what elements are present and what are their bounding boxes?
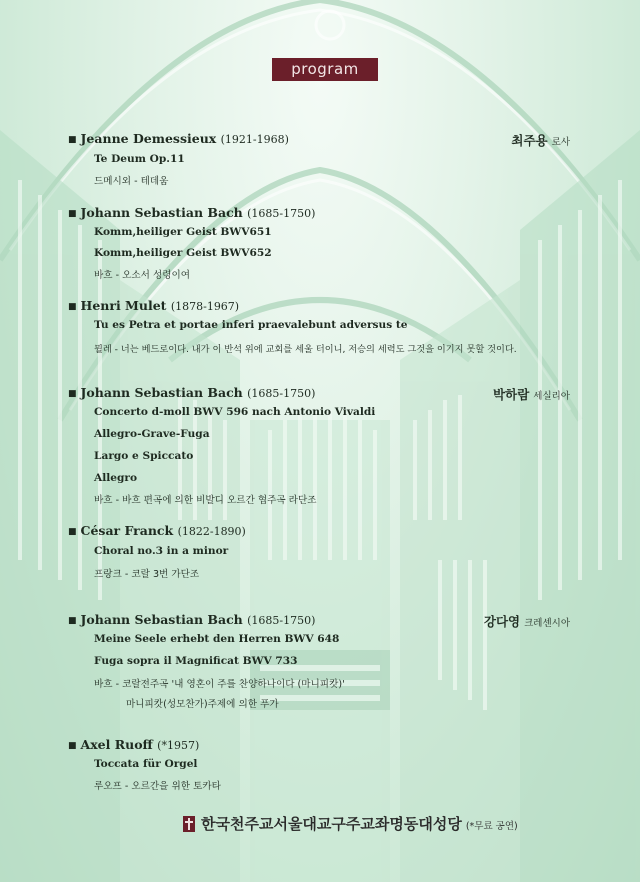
performer-role: 세실리아: [533, 391, 570, 402]
composer-dates: (1685-1750): [247, 207, 316, 220]
work-title: Komm,heiliger Geist BWV651: [94, 226, 272, 238]
korean-title: 바흐 - 오소서 성령이여: [94, 270, 191, 281]
composer-name: Henri Mulet: [80, 298, 167, 313]
composer-dates: (1685-1750): [247, 387, 316, 400]
work-title: Meine Seele erhebt den Herren BWV 648: [94, 633, 340, 645]
composer-heading: [68, 737, 199, 752]
work-title: Allegro-Grave-Fuga: [94, 428, 210, 440]
bullet-icon: ■: [68, 209, 77, 219]
program-title: program: [272, 58, 378, 81]
work-title: Tu es Petra et portae inferi praevalebunt adversus te: [94, 319, 408, 331]
bullet-icon: ■: [68, 389, 77, 399]
bullet-icon: ■: [68, 616, 77, 626]
korean-title: 뮐레 - 너는 베드로이다. 내가 이 반석 위에 교회를 세울 터이니, 저승의 세력도 그것을 이기지 못할 것이다.: [94, 344, 517, 355]
work-title: Komm,heiliger Geist BWV652: [94, 247, 272, 259]
performer-2: [493, 385, 570, 403]
composer-dates: (1921-1968): [220, 133, 289, 146]
composer-dates: (1685-1750): [247, 614, 316, 627]
footer-organization: [183, 813, 518, 834]
composer-name: Johann Sebastian Bach: [80, 612, 243, 627]
organization-name: 한국천주교서울대교구주교좌명동대성당: [201, 815, 462, 833]
composer-name: Johann Sebastian Bach: [80, 205, 243, 220]
work-title: Allegro: [94, 472, 138, 484]
korean-title: 프랑크 - 코랄 3번 가단조: [94, 569, 200, 580]
work-title: Largo e Spiccato: [94, 450, 194, 462]
composer-heading: [68, 205, 315, 220]
composer-heading: [68, 612, 315, 627]
performer-1: [511, 131, 570, 149]
composer-name: Jeanne Demessieux: [80, 131, 217, 146]
performer-name: 박하람: [493, 387, 530, 402]
cathedral-logo-icon: [183, 816, 195, 832]
korean-title: 바흐 - 바흐 편곡에 의한 비발디 오르간 협주곡 라단조: [94, 495, 317, 506]
korean-title: 마니피캇(성모찬가)주제에 의한 푸가: [126, 699, 279, 710]
bullet-icon: ■: [68, 302, 77, 312]
performer-name: 최주용: [511, 133, 548, 148]
composer-heading: [68, 298, 239, 313]
performer-3: [484, 612, 570, 630]
work-title: Fuga sopra il Magnificat BWV 733: [94, 655, 298, 667]
work-title: Te Deum Op.11: [94, 153, 185, 165]
bullet-icon: ■: [68, 527, 77, 537]
performer-role: 크레센시아: [524, 618, 570, 629]
korean-title: 드메시외 - 테데움: [94, 176, 169, 187]
composer-dates: (*1957): [157, 739, 200, 752]
composer-heading: [68, 523, 246, 538]
work-title: Toccata für Orgel: [94, 758, 198, 770]
composer-heading: [68, 131, 289, 146]
work-title: Concerto d-moll BWV 596 nach Antonio Vivaldi: [94, 406, 376, 418]
composer-dates: (1822-1890): [177, 525, 246, 538]
composer-heading: [68, 385, 315, 400]
korean-title: 바흐 - 코랄전주곡 '내 영혼이 주를 찬양하나이다 (마니피캇)': [94, 679, 345, 690]
work-title: Choral no.3 in a minor: [94, 545, 229, 557]
korean-title: 루오프 - 오르간을 위한 토카타: [94, 781, 221, 792]
composer-name: Johann Sebastian Bach: [80, 385, 243, 400]
performer-name: 강다영: [483, 614, 521, 629]
bullet-icon: ■: [68, 741, 77, 751]
composer-dates: (1878-1967): [170, 300, 240, 313]
composer-name: César Franck: [80, 523, 174, 538]
performer-role: 로사: [551, 137, 570, 148]
free-concert-note: (*무료 공연): [465, 821, 518, 832]
composer-name: Axel Ruoff: [80, 737, 153, 752]
bullet-icon: ■: [68, 135, 77, 145]
